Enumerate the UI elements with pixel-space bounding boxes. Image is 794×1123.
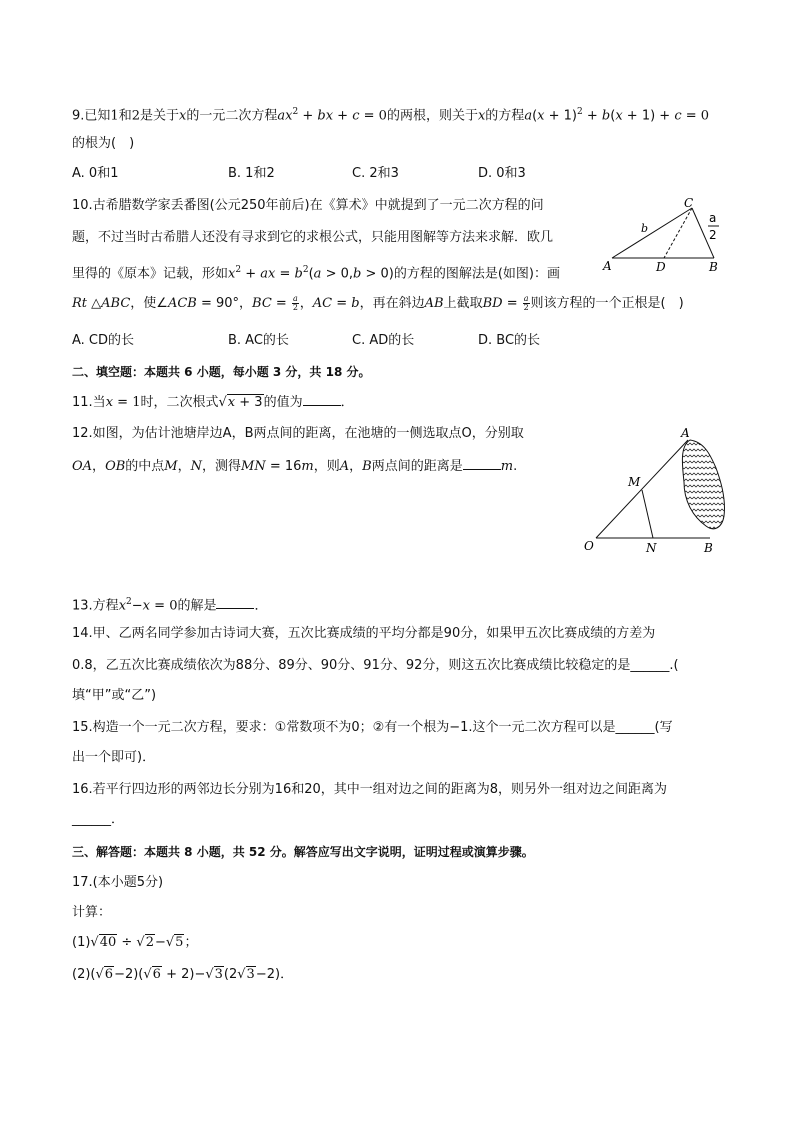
q9-stem-cont: 的根为( )	[72, 136, 135, 151]
q12-pond-figure	[580, 424, 750, 556]
q10-label-c: C	[684, 196, 694, 210]
q17-part2: (2)(√6−2)(√6 + 2)−√3(2√3−2)．	[72, 967, 294, 982]
q12-label-o: O	[584, 539, 594, 553]
q9-option-d[interactable]: D. 0和3	[478, 166, 526, 181]
q9-stem: 9.已知1和2是关于x的一元二次方程$ax^2$ + bx + c = 0的两根，则关于x的方程$a(x + 1)^2 + b(x + 1) + c = 0$	[72, 107, 710, 124]
q10-label-a: A	[603, 259, 612, 273]
q10-label-a-num: a	[709, 211, 717, 225]
q10-line3: 里得的《原本》记载，形如$x^2$ + ax = $b^2(a > 0,b > 0)$的方程的图解法是(如图)：画	[72, 265, 560, 282]
pond-shape	[682, 440, 724, 529]
q12-label-m: M	[628, 475, 641, 489]
q10-label-2-den: 2	[709, 228, 717, 242]
q15-line1: 15.构造一个一元二次方程，要求：①常数项不为0；②有一个根为−1.这个一元二次方程可以是______(写	[72, 720, 673, 735]
q10-line1: 10.古希腊数学家丢番图(公元250年前后)在《算术》中就提到了一元二次方程的问	[72, 198, 544, 213]
q14-line3: 填“甲”或“乙”)	[72, 688, 157, 703]
q10-triangle-figure	[600, 194, 730, 276]
q9-option-c[interactable]: C. 2和3	[352, 166, 399, 181]
q10-label-d: D	[656, 260, 666, 274]
q16-line1: 16.若平行四边形的两邻边长分别为16和20，其中一组对边之间的距离为8，则另外一组对边之间距离为	[72, 782, 668, 797]
q10-option-c[interactable]: C. AD的长	[352, 333, 415, 348]
q15-line2: 出一个即可)．	[72, 750, 156, 765]
q12-line2: OA，OB的中点M，N，测得MN = 16m，则A，B两点间的距离是 m.	[72, 456, 517, 477]
q10-option-a[interactable]: A. CD的长	[72, 333, 135, 348]
q12-label-a: A	[681, 426, 690, 440]
section3-heading: 三、解答题：本题共 8 小题，共 52 分。解答应写出文字说明，证明过程或演算步骤。	[72, 845, 534, 859]
q10-line2: 题，不过当时古希腊人还没有寻求到它的求根公式，只能用图解等方法来求解．欧几	[72, 230, 554, 245]
q9-option-b[interactable]: B. 1和2	[228, 166, 275, 181]
q17-title: 17.(本小题5分)	[72, 875, 164, 890]
q12-label-n: N	[646, 541, 657, 555]
q10-option-d[interactable]: D. BC的长	[478, 333, 541, 348]
q13: 13.方程$x^2-x = 0$的解是 ．	[72, 597, 268, 614]
q17-part1: (1)√40 ÷ √2−√5；	[72, 935, 198, 950]
q12-label-b: B	[704, 541, 713, 555]
q10-option-b[interactable]: B. AC的长	[228, 333, 289, 348]
q10-line4: Rt △ABC，使∠ACB = 90°，BC = $\frac{a}{2}$ ，AC = b，再在斜边AB上截取BD = $\frac{a}{2}$ 则该方程的一个正根是( )	[72, 294, 684, 312]
q17-intro: 计算：	[72, 905, 112, 920]
q12-line1: 12.如图，为估计池塘岸边A，B两点间的距离，在池塘的一侧选取点O，分别取	[72, 426, 524, 441]
section2-heading: 二、填空题：本题共 6 小题，每小题 3 分，共 18 分。	[72, 365, 371, 379]
q14-line1: 14.甲、乙两名同学参加古诗词大赛，五次比赛成绩的平均分都是90分，如果甲五次比赛成绩的方差为	[72, 626, 656, 641]
q16-line2: ______．	[72, 812, 125, 827]
q10-label-side-b: b	[641, 222, 649, 235]
q9-option-a[interactable]: A. 0和1	[72, 166, 119, 181]
q10-label-b: B	[709, 260, 718, 274]
q14-line2: 0.8，乙五次比赛成绩依次为88分、89分、90分、91分、92分，则这五次比赛成绩比较稳定的是______.(	[72, 658, 679, 673]
q11: 11.当x = 1时，二次根式√x + 3的值为 ．	[72, 392, 354, 413]
